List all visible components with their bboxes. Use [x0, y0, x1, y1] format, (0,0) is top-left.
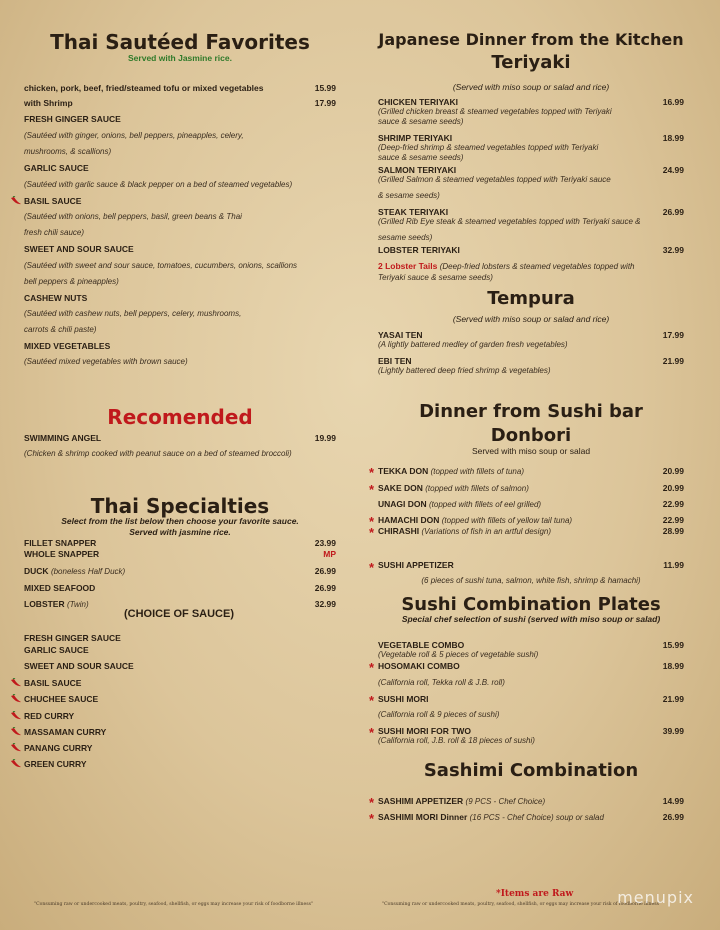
menu-item-name: FRESH GINGER SAUCE — [24, 114, 121, 124]
menu-item-desc: mushrooms, & scallions) — [24, 147, 112, 156]
swimming-angel-desc: (Chicken & shrimp cooked with peanut sauce on a bed of steamed broccoli) — [24, 449, 292, 458]
raw-star-icon: * — [369, 795, 375, 810]
swimming-angel-row: SWIMMING ANGEL 19.99 — [24, 433, 336, 443]
donbori-subtitle: Served with miso soup or salad — [471, 446, 591, 456]
teriyaki-row: CHICKEN TERIYAKI 16.99 — [378, 97, 684, 107]
menu-item-desc: (Sautéed with garlic sauce & black pepper on a bed of steamed vegetables) — [24, 180, 293, 189]
raw-star-icon: * — [369, 693, 375, 708]
teriyaki-title: Teriyaki — [491, 52, 571, 73]
chili-icon — [10, 743, 22, 753]
menu-item-desc: fresh chili sauce) — [24, 228, 85, 237]
teriyaki-row: STEAK TERIYAKI 26.99 — [378, 207, 684, 217]
sauce-item: GREEN CURRY — [24, 759, 87, 769]
menu-item-desc: (Sautéed with sweet and sour sauce, tomatoes, cucumbers, onions, scallions — [24, 261, 298, 270]
raw-star-icon: * — [369, 465, 375, 480]
menu-item-desc: (A lightly battered medley of garden fresh vegetables) — [378, 340, 568, 349]
menu-item-desc: (Sautéed mixed vegetables with brown sauce) — [24, 357, 188, 366]
menu-item-desc: (Grilled Salmon & steamed vegetables topped with Teriyaki sauce — [378, 175, 611, 184]
donbori-row: SAKE DON (topped with fillets of salmon) 20.99 — [378, 483, 684, 493]
left-footnote: "Consuming raw or undercooked meats, poultry, seafood, shellfish, or eggs may increase your risk of foodborne illness" — [34, 902, 314, 907]
menu-item-name: MIXED VEGETABLES — [24, 341, 111, 351]
menu-item-desc: (Sautéed with cashew nuts, bell peppers, celery, mushrooms, — [24, 309, 242, 318]
menu-item-desc: (California roll & 9 pieces of sushi) — [378, 710, 500, 719]
choice-of-sauce: (CHOICE OF SAUCE) — [124, 608, 234, 620]
menu-item-desc: carrots & chili paste) — [24, 325, 97, 334]
donbori-title: Donbori — [490, 425, 572, 446]
sashimi-row: SASHIMI APPETIZER (9 PCS - Chef Choice) 14.99 — [378, 796, 684, 806]
menu-item-desc: (Sautéed with ginger, onions, bell peppers, pineapples, celery, — [24, 131, 244, 140]
menu-item-desc: & sesame seeds) — [378, 191, 440, 200]
chili-icon — [10, 196, 22, 206]
menu-item-desc: (California roll, Tekka roll & J.B. roll) — [378, 678, 505, 687]
combo-row: VEGETABLE COMBO 15.99 — [378, 640, 684, 650]
menu-item-desc: sesame seeds) — [378, 233, 433, 242]
menu-item-name: CASHEW NUTS — [24, 293, 88, 303]
specialty-row: FILLET SNAPPER 23.99 — [24, 538, 336, 548]
recommended-title: Recomended — [107, 405, 253, 429]
chili-icon — [10, 694, 22, 704]
specialties-title: Thai Specialties — [90, 494, 270, 518]
raw-star-icon: * — [369, 482, 375, 497]
combo-row: SUSHI MORI FOR TWO 39.99 — [378, 726, 684, 736]
shrimp-row: with Shrimp 17.99 — [24, 98, 336, 108]
raw-items-note: *Items are Raw — [496, 889, 574, 899]
sauce-item: MASSAMAN CURRY — [24, 727, 107, 737]
menu-item-desc: sauce & sesame seeds) — [378, 117, 464, 126]
thai-sauteed-subtitle: Served with Jasmine rice. — [128, 53, 232, 63]
menu-item-desc: (Grilled chicken breast & steamed vegetables topped with Teriyaki — [378, 107, 612, 116]
menu-item-name: SWEET AND SOUR SAUCE — [24, 244, 134, 254]
menu-item-desc: (6 pieces of sushi tuna, salmon, white fish, shrimp & hamachi) — [421, 576, 641, 585]
lobster-tails-row: 2 Lobster Tails (Deep-fried lobsters & steamed vegetables topped with — [378, 261, 635, 271]
tempura-row: EBI TEN 21.99 — [378, 356, 684, 366]
donbori-row: UNAGI DON (topped with fillets of eel grilled) 22.99 — [378, 499, 684, 509]
sauce-item: SWEET AND SOUR SAUCE — [24, 661, 134, 671]
chili-icon — [10, 759, 22, 769]
right-footnote: "Consuming raw or undercooked meats, poultry, seafood, shellfish, or eggs may increase your risk of foodborne illness" — [382, 902, 662, 907]
sauce-item: GARLIC SAUCE — [24, 645, 89, 655]
specialty-row: DUCK (boneless Half Duck) 26.99 — [24, 566, 336, 576]
sashimi-title: Sashimi Combination — [423, 760, 639, 781]
proteins-row: chicken, pork, beef, fried/steamed tofu or mixed vegetables 15.99 — [24, 83, 336, 93]
menu-item-desc: Teriyaki sauce & sesame seeds) — [378, 273, 493, 282]
menu-item-name: BASIL SAUCE — [24, 196, 82, 206]
sushi-appetizer-row: SUSHI APPETIZER 11.99 — [378, 560, 684, 570]
teriyaki-subtitle: (Served with miso soup or salad and rice) — [452, 82, 610, 92]
donbori-row: HAMACHI DON (topped with fillets of yellow tail tuna) 22.99 — [378, 515, 684, 525]
thai-sauteed-title: Thai Sautéed Favorites — [50, 30, 310, 54]
tempura-subtitle: (Served with miso soup or salad and rice) — [452, 314, 610, 324]
watermark: menupix — [617, 888, 694, 907]
specialty-row: WHOLE SNAPPER MP — [24, 549, 336, 559]
sauce-item: CHUCHEE SAUCE — [24, 694, 99, 704]
menu-item-desc: (Grilled Rib Eye steak & steamed vegetables topped with Teriyaki sauce & — [378, 217, 641, 226]
chili-icon — [10, 727, 22, 737]
combo-subtitle: Special chef selection of sushi (served with miso soup or salad) — [401, 614, 661, 624]
chili-icon — [10, 678, 22, 688]
combo-row: SUSHI MORI 21.99 — [378, 694, 684, 704]
specialties-sub1: Select from the list below then choose your favorite sauce. — [61, 516, 299, 526]
raw-star-icon: * — [369, 525, 375, 540]
tempura-row: YASAI TEN 17.99 — [378, 330, 684, 340]
donbori-row: CHIRASHI (Variations of fish in an artful design) 28.99 — [378, 526, 684, 536]
raw-star-icon: * — [369, 811, 375, 826]
menu-item-desc: bell peppers & pineapples) — [24, 277, 119, 286]
raw-star-icon: * — [369, 514, 375, 529]
raw-star-icon: * — [369, 660, 375, 675]
raw-star-icon: * — [369, 560, 375, 575]
raw-star-icon: * — [369, 725, 375, 740]
teriyaki-row: LOBSTER TERIYAKI 32.99 — [378, 245, 684, 255]
specialties-sub2: Served with jasmine rice. — [129, 527, 231, 537]
specialty-row: MIXED SEAFOOD 26.99 — [24, 583, 336, 593]
sushi-bar-title: Dinner from Sushi bar — [419, 401, 643, 422]
menu-item-desc: sauce & sesame seeds) — [378, 153, 464, 162]
sauce-item: FRESH GINGER SAUCE — [24, 633, 121, 643]
teriyaki-row: SALMON TERIYAKI 24.99 — [378, 165, 684, 175]
menu-item-desc: (Sautéed with onions, bell peppers, basil, green beans & Thai — [24, 212, 242, 221]
donbori-row: TEKKA DON (topped with fillets of tuna) 20.99 — [378, 466, 684, 476]
menu-item-desc: (California roll, J.B. roll & 18 pieces of sushi) — [378, 736, 535, 745]
chili-icon — [10, 711, 22, 721]
sauce-item: BASIL SAUCE — [24, 678, 82, 688]
sashimi-row: SASHIMI MORI Dinner (16 PCS - Chef Choice) soup or salad 26.99 — [378, 812, 684, 822]
combo-title: Sushi Combination Plates — [401, 594, 661, 615]
menu-item-desc: (Lightly battered deep fried shrimp & vegetables) — [378, 366, 551, 375]
menu-item-name: GARLIC SAUCE — [24, 163, 89, 173]
sauce-item: PANANG CURRY — [24, 743, 93, 753]
specialty-row: LOBSTER (Twin) 32.99 — [24, 599, 336, 609]
combo-row: HOSOMAKI COMBO 18.99 — [378, 661, 684, 671]
menu-item-desc: (Deep-fried shrimp & steamed vegetables topped with Teriyaki — [378, 143, 599, 152]
tempura-title: Tempura — [487, 288, 575, 309]
japanese-title: Japanese Dinner from the Kitchen — [378, 30, 684, 49]
menu-item-desc: (Vegetable roll & 5 pieces of vegetable sushi) — [378, 650, 539, 659]
sauce-item: RED CURRY — [24, 711, 75, 721]
teriyaki-row: SHRIMP TERIYAKI 18.99 — [378, 133, 684, 143]
